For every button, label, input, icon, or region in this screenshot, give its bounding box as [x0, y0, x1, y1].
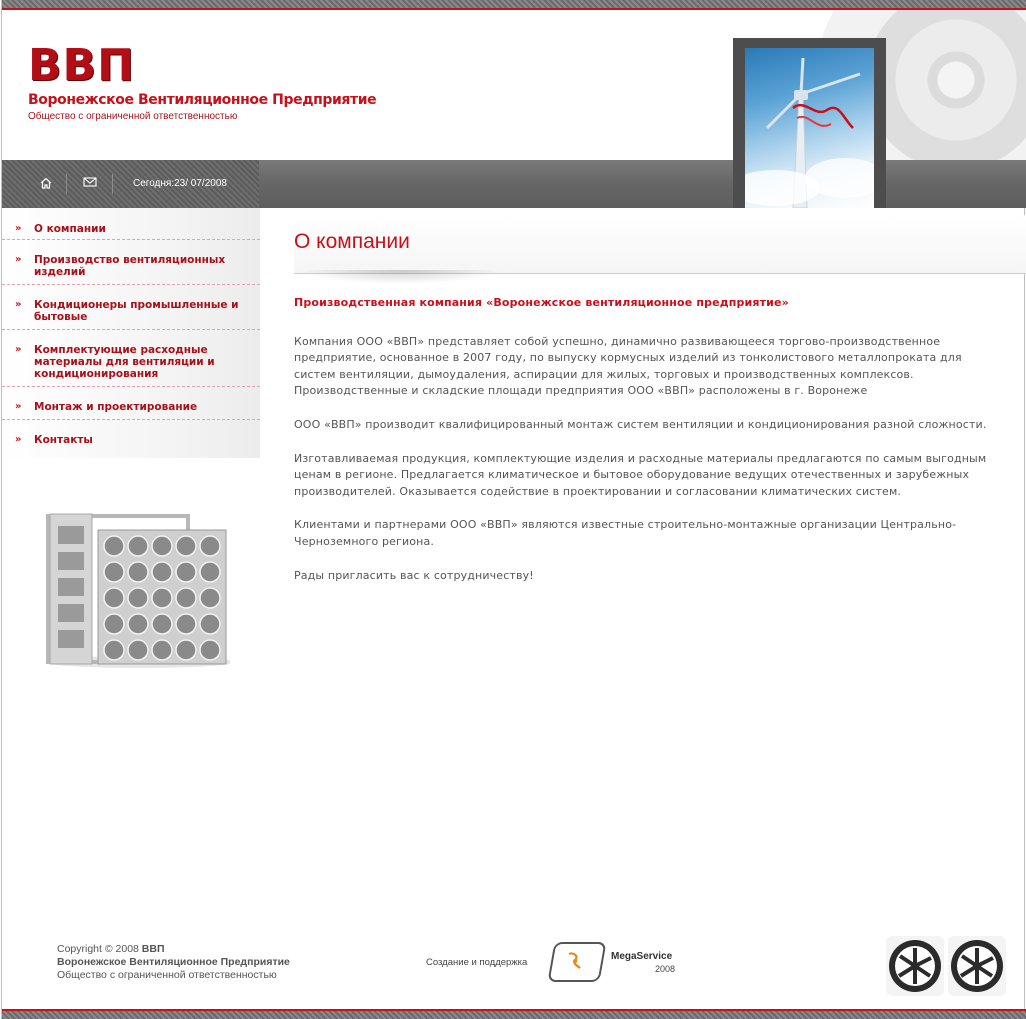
logo-mark[interactable]: ВВП — [28, 40, 135, 91]
date-label: Сегодня: — [133, 178, 175, 189]
sidebar-item-components[interactable] — [2, 330, 260, 387]
developer-logo[interactable] — [547, 942, 606, 982]
sidebar-item-label: Производство вентиляционных изделий — [34, 254, 226, 278]
title-shadow — [300, 270, 500, 284]
chevron-right-icon: » — [15, 223, 22, 234]
sidebar-item-installation[interactable] — [2, 387, 260, 420]
content-paragraph: Изготавливаемая продукция, комплектующие изделия и расходные материалы предлагаются по самым выгодным ценам в регионе. Предлагается климатическое и бытовое оборудование ведущих отечественных и зарубежных производителей. Оказывается содействие в проектировании и согласовании климатических систем. — [294, 451, 987, 498]
sidebar-menu — [2, 208, 260, 458]
date-value: 23/ 07/2008 — [174, 178, 227, 189]
page-title: О компании — [294, 230, 410, 253]
top-stripe — [2, 0, 1026, 8]
sidebar-item-label: Контакты — [34, 434, 93, 446]
mail-icon[interactable] — [82, 176, 98, 192]
chevron-right-icon: » — [15, 254, 22, 265]
content-subtitle: Производственная компания «Воронежское вентиляционное предприятие» — [294, 296, 789, 309]
copyright-prefix: Copyright © 2008 — [57, 943, 139, 955]
page — [1, 0, 1025, 1019]
footer-company-name: Воронежское Вентиляционное Предприятие — [57, 956, 290, 968]
footer-company-type: Общество с ограниченной ответственностью — [57, 969, 277, 981]
bottom-stripe — [2, 1011, 1026, 1019]
chevron-right-icon: » — [15, 299, 22, 310]
content-paragraph: ООО «ВВП» производит квалифицированный монтаж систем вентиляции и кондиционирования разной сложности. — [294, 417, 987, 431]
sidebar-item-label: Кондиционеры промышленные и бытовые — [34, 299, 239, 323]
sidebar-item-label: О компании — [34, 223, 106, 235]
chevron-right-icon: » — [15, 344, 22, 355]
developer-logo-icon — [565, 950, 585, 972]
sidebar-item-label: Монтаж и проектирование — [34, 401, 198, 413]
navbar-separator — [66, 174, 67, 194]
chevron-right-icon: » — [15, 434, 22, 445]
date-display — [133, 178, 227, 189]
ventilation-equipment-image — [40, 510, 230, 670]
footer-copyright — [57, 943, 290, 982]
main-content — [294, 295, 1006, 601]
sidebar-item-production[interactable] — [2, 240, 260, 285]
made-by-label: Создание и поддержка — [426, 957, 528, 968]
home-icon[interactable] — [38, 176, 54, 192]
developer-name[interactable]: MegaService — [611, 951, 673, 962]
sidebar-item-conditioners[interactable] — [2, 285, 260, 330]
logo-company-type: Общество с ограниченной ответственностью — [28, 111, 238, 122]
footer-fans-image — [882, 934, 1012, 998]
sidebar-item-contacts[interactable] — [2, 420, 260, 458]
developer-year: 2008 — [655, 964, 676, 974]
content-paragraph: Рады пригласить вас к сотрудничеству! — [294, 568, 534, 582]
copyright-brand: ВВП — [141, 943, 165, 955]
content-paragraph: Компания ООО «ВВП» представляет собой успешно, динамично развивающееся торгово-производственное предприятие, основанное в 2007 году, по выпуску кормусных изделий из тонколистового металлопроката для систем вентиляции, дымоудаления, аспирации для жилых, торговых и производственных комплексов. Производственные и складские площади предприятия ООО «ВВП» расположены в г. Воронеже — [294, 334, 962, 398]
navbar-separator — [112, 174, 113, 194]
logo-company-name: Воронежское Вентиляционное Предприятие — [28, 92, 377, 108]
chevron-right-icon: » — [15, 401, 22, 412]
wind-turbine-photo — [745, 48, 874, 208]
content-paragraph: Клиентами и партнерами ООО «ВВП» являются известные строительно-монтажные организации Центрально-Черноземного региона. — [294, 518, 957, 548]
sidebar-item-label: Комплектующие расходные материалы для вентиляции и кондиционирования — [34, 344, 215, 380]
sidebar-item-about[interactable] — [2, 208, 260, 240]
